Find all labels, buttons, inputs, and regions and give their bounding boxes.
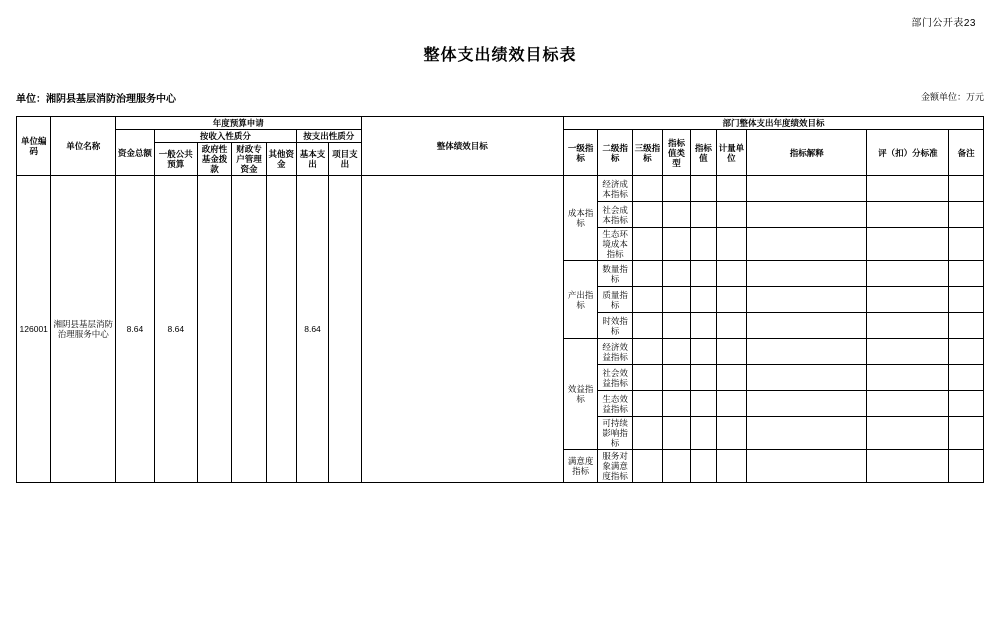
cell-remark (949, 339, 984, 365)
cell-scoring (867, 339, 949, 365)
cell-level2: 社会成本指标 (598, 202, 632, 228)
cell-measure-unit (716, 176, 746, 202)
header-expense-basic: 基本支出 (296, 143, 328, 176)
header-level2: 二级指标 (598, 130, 632, 176)
cell-level1-benefit: 效益指标 (563, 339, 597, 450)
cell-scoring (867, 202, 949, 228)
cell-income-gov-fund (197, 176, 231, 483)
header-income-fiscal-special: 财政专户管理资金 (232, 143, 266, 176)
header-income-other: 其他资金 (266, 143, 296, 176)
cell-level2: 质量指标 (598, 287, 632, 313)
header-by-income-nature: 按收入性质分 (154, 130, 296, 143)
cell-income-fiscal-special (232, 176, 266, 483)
cell-remark (949, 261, 984, 287)
cell-level2: 生态效益指标 (598, 391, 632, 417)
header-expense-project: 项目支出 (329, 143, 361, 176)
header-indicator-value: 指标值 (690, 130, 716, 176)
amount-unit-label: 金额单位：万元 (920, 92, 984, 102)
cell-fund-total: 8.64 (116, 176, 155, 483)
cell-value-type (662, 339, 690, 365)
cell-value (690, 287, 716, 313)
cell-level2: 可持续影响指标 (598, 417, 632, 450)
cell-explain (746, 339, 867, 365)
cell-remark (949, 287, 984, 313)
cell-value (690, 313, 716, 339)
header-unit-code: 单位编码 (17, 117, 51, 176)
cell-value-type (662, 176, 690, 202)
cell-value-type (662, 391, 690, 417)
cell-value (690, 339, 716, 365)
cell-measure-unit (716, 417, 746, 450)
header-fund-total: 资金总额 (116, 130, 155, 176)
cell-remark (949, 391, 984, 417)
cell-level1-cost: 成本指标 (563, 176, 597, 261)
cell-remark (949, 176, 984, 202)
header-dept-annual-perf-target: 部门整体支出年度绩效目标 (563, 117, 983, 130)
cell-value-type (662, 202, 690, 228)
cell-measure-unit (716, 391, 746, 417)
cell-level3 (632, 287, 662, 313)
cell-level1-satisfaction: 满意度指标 (563, 450, 597, 483)
cell-value-type (662, 228, 690, 261)
header-unit-name: 单位名称 (51, 117, 116, 176)
cell-expense-project (329, 176, 361, 483)
cell-remark (949, 417, 984, 450)
cell-level2: 数量指标 (598, 261, 632, 287)
cell-remark (949, 313, 984, 339)
cell-level3 (632, 391, 662, 417)
cell-measure-unit (716, 228, 746, 261)
header-measure-unit: 计量单位 (716, 130, 746, 176)
cell-level2: 经济效益指标 (598, 339, 632, 365)
cell-value (690, 391, 716, 417)
cell-explain (746, 450, 867, 483)
table-row (17, 176, 984, 202)
cell-value-type (662, 287, 690, 313)
page-title: 整体支出绩效目标表 (423, 47, 577, 64)
cell-scoring (867, 261, 949, 287)
cell-scoring (867, 365, 949, 391)
meta-row (16, 90, 984, 104)
cell-measure-unit (716, 313, 746, 339)
cell-explain (746, 176, 867, 202)
cell-explain (746, 202, 867, 228)
cell-explain (746, 365, 867, 391)
cell-scoring (867, 287, 949, 313)
header-by-expense-nature: 按支出性质分 (296, 130, 361, 143)
header-indicator-value-type: 指标值类型 (662, 130, 690, 176)
cell-income-general-public: 8.64 (154, 176, 197, 483)
cell-value (690, 202, 716, 228)
cell-level3 (632, 365, 662, 391)
document-tag: 部门公开表23 (911, 18, 976, 29)
cell-value (690, 261, 716, 287)
header-scoring-standard: 评（扣）分标准 (867, 130, 949, 176)
cell-value (690, 417, 716, 450)
header-income-gov-fund: 政府性基金拨款 (197, 143, 231, 176)
cell-value-type (662, 261, 690, 287)
cell-explain (746, 228, 867, 261)
cell-unit-name: 湘阴县基层消防治理服务中心 (51, 176, 116, 483)
cell-value-type (662, 365, 690, 391)
cell-level3 (632, 202, 662, 228)
cell-level3 (632, 450, 662, 483)
cell-remark (949, 450, 984, 483)
cell-level3 (632, 417, 662, 450)
cell-remark (949, 365, 984, 391)
cell-income-other (266, 176, 296, 483)
header-level3: 三级指标 (632, 130, 662, 176)
cell-level3 (632, 176, 662, 202)
header-level1: 一级指标 (563, 130, 597, 176)
unit-label: 单位：湘阴县基层消防治理服务中心 (16, 94, 176, 105)
cell-level2: 生态环境成本指标 (598, 228, 632, 261)
cell-level3 (632, 228, 662, 261)
cell-overall-perf-target (361, 176, 563, 483)
header-income-general-public: 一般公共预算 (154, 143, 197, 176)
cell-value-type (662, 313, 690, 339)
cell-scoring (867, 228, 949, 261)
cell-expense-basic: 8.64 (296, 176, 328, 483)
cell-level3 (632, 339, 662, 365)
cell-value-type (662, 450, 690, 483)
cell-measure-unit (716, 261, 746, 287)
cell-scoring (867, 313, 949, 339)
header-indicator-explain: 指标解释 (746, 130, 867, 176)
cell-level2: 时效指标 (598, 313, 632, 339)
cell-remark (949, 228, 984, 261)
header-remark: 备注 (949, 130, 984, 176)
performance-target-table (16, 116, 984, 483)
cell-value-type (662, 417, 690, 450)
header-overall-perf-target: 整体绩效目标 (361, 117, 563, 176)
cell-level2: 经济成本指标 (598, 176, 632, 202)
header-annual-budget-request: 年度预算申请 (116, 117, 362, 130)
cell-measure-unit (716, 450, 746, 483)
cell-level2: 服务对象满意度指标 (598, 450, 632, 483)
cell-scoring (867, 417, 949, 450)
cell-measure-unit (716, 287, 746, 313)
cell-value (690, 176, 716, 202)
cell-explain (746, 287, 867, 313)
cell-remark (949, 202, 984, 228)
cell-measure-unit (716, 365, 746, 391)
cell-scoring (867, 450, 949, 483)
cell-explain (746, 417, 867, 450)
cell-level1-output: 产出指标 (563, 261, 597, 339)
cell-level2: 社会效益指标 (598, 365, 632, 391)
cell-scoring (867, 391, 949, 417)
cell-unit-code: 126001 (17, 176, 51, 483)
cell-value (690, 450, 716, 483)
cell-value (690, 365, 716, 391)
cell-level3 (632, 261, 662, 287)
cell-measure-unit (716, 202, 746, 228)
cell-level3 (632, 313, 662, 339)
cell-scoring (867, 176, 949, 202)
cell-explain (746, 391, 867, 417)
cell-explain (746, 313, 867, 339)
cell-value (690, 228, 716, 261)
cell-measure-unit (716, 339, 746, 365)
cell-explain (746, 261, 867, 287)
